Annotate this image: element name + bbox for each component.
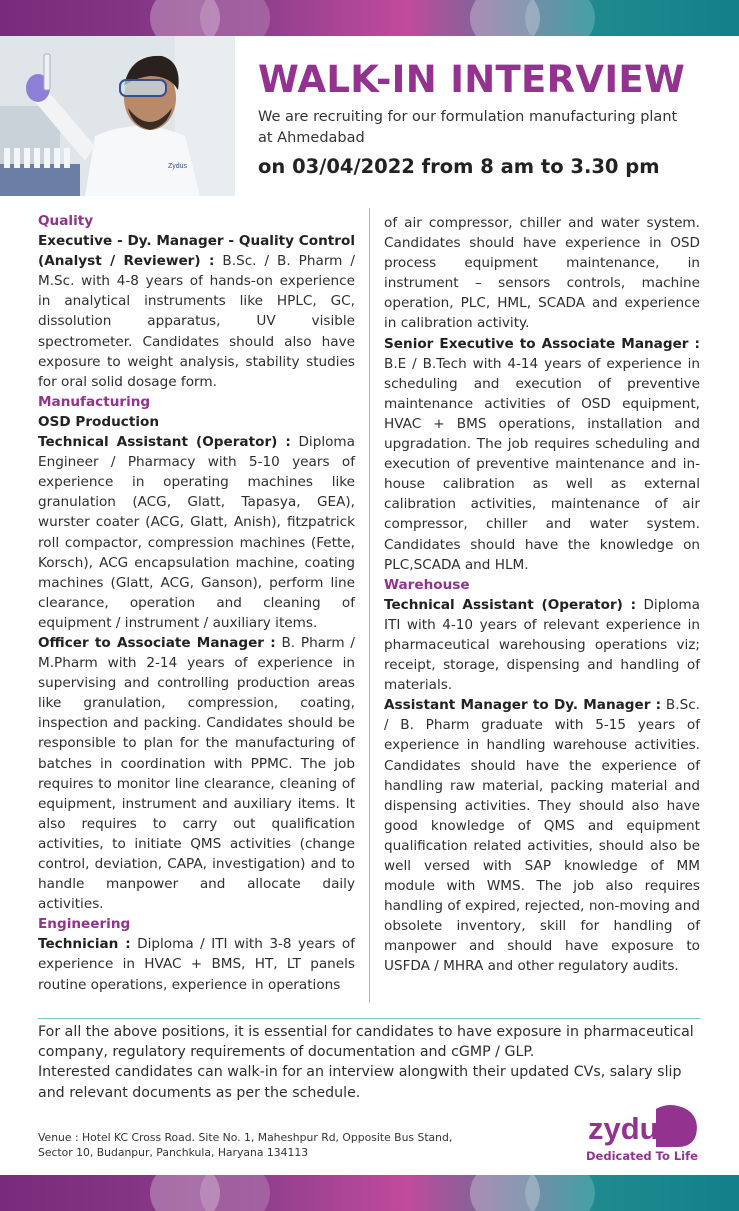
wave-decoration bbox=[200, 1175, 270, 1211]
wave-decoration bbox=[525, 1175, 595, 1211]
job-qc-executive bbox=[38, 231, 355, 392]
logo-wordmark: zydus bbox=[588, 1111, 676, 1146]
job-role: Senior Executive to Associate Manager : bbox=[384, 335, 700, 352]
svg-text:Zydus: Zydus bbox=[168, 163, 188, 170]
job-technician bbox=[38, 934, 355, 994]
job-role: Technical Assistant (Operator) : bbox=[38, 434, 291, 451]
wave-decoration bbox=[200, 0, 270, 36]
job-description: B.Sc. / B. Pharm / M.Sc. with 4-8 years of hands-on experience in analytical instruments like HPLC, GC, dissolution apparatus, UV visible spectrometer. Candidates should also have exposure to weight analysis, stability studies for oral solid dosage form. bbox=[38, 253, 355, 390]
bottom-decorative-band bbox=[0, 1175, 739, 1211]
section-heading-quality: Quality bbox=[38, 213, 94, 229]
job-description: B.E / B.Tech with 4-14 years of experience in scheduling and execution of preventive maintenance activities of OSD equipment, HVAC + BMS operations, installation and upgradation. The job requires scheduling and execution of preventive maintenance and in-house calibration as well as external calibration activities, maintenance of air compressor, chiller and water system. Candidates should have the knowledge on PLC,SCADA and HLM. bbox=[384, 355, 700, 573]
job-role: Technical Assistant (Operator) : bbox=[384, 596, 637, 613]
job-role: Officer to Associate Manager : bbox=[38, 634, 276, 651]
job-senior-executive bbox=[384, 334, 700, 575]
job-description: Diploma ITI with 4-10 years of relevant experience in pharmaceutical warehousing operations viz; receipt, storage, dispensing and handling of materials. bbox=[384, 596, 700, 694]
job-description: Diploma Engineer / Pharmacy with 5-10 years of experience in operating machines like granulation (ACG, Glatt, Tapasya, GEA), wurster coater (ACG, Glatt, Anish), fitzpatrick roll compactor, compression machines (Fette, Korsch), ACG encapsulation machine, coating machines (Glatt, ACG, Ganson), perform line clearance, operation and cleaning of equipment / instrument / auxiliary items. bbox=[38, 434, 355, 631]
job-technical-assistant bbox=[38, 432, 355, 633]
section-heading-manufacturing: Manufacturing bbox=[38, 393, 151, 410]
job-warehouse-technical-assistant bbox=[384, 595, 700, 695]
job-role: Technician : bbox=[38, 936, 131, 953]
job-technician-continued: of air compressor, chiller and water system. Candidates should have experience in OSD process equipment maintenance, in instrument – sensors controls, machine operation, PLC, HML, SCADA and experience in calibration activity. bbox=[384, 215, 700, 332]
footer-divider bbox=[38, 1018, 700, 1019]
section-heading-warehouse: Warehouse bbox=[384, 576, 470, 593]
interview-date: on 03/04/2022 from 8 am to 3.30 pm bbox=[258, 155, 660, 178]
right-column bbox=[384, 213, 700, 977]
venue-address bbox=[38, 1130, 498, 1160]
footer-notes bbox=[38, 1022, 700, 1103]
page-title: WALK-IN INTERVIEW bbox=[258, 58, 686, 101]
job-description: B.Sc. / B. Pharm graduate with 5-15 years of experience in handling warehouse activities. Candidates should have the experience of handling raw material, packing material and dispensing activities. They should also have good knowledge of QMS and equipment qualification related activities, should also be well versed with SAP knowledge of MM module with WMS. The job also requires handling of expired, rejected, non-moving and obsolete inventory, skill for handling of manpower and should have exposure to USFDA / MHRA and other regulatory audits. bbox=[384, 697, 700, 975]
venue-line: Sector 10, Budanpur, Panchkula, Haryana 134113 bbox=[38, 1146, 309, 1159]
subsection-heading-osd: OSD Production bbox=[38, 413, 160, 430]
logo-tagline: Dedicated To Life bbox=[586, 1149, 698, 1163]
top-decorative-band bbox=[0, 0, 739, 36]
page-subtitle: We are recruiting for our formulation manufacturing plant at Ahmedabad bbox=[258, 109, 678, 146]
job-description: B. Pharm / M.Pharm with 2-14 years of experience in supervising and controlling production areas like granulation, compression, coating, inspection and packing. Candidates should be responsible to plan for the manufacturing of batches in coordination with PPMC. The job requires to monitor line clearance, cleaning of equipment, instrument and auxiliary items. It also requires to carry out qualification activities, to initiate QMS activities (change control, deviation, CAPA, investigation) and to handle manpower and allocate daily activities. bbox=[38, 634, 355, 913]
column-divider bbox=[369, 208, 370, 1003]
job-role: Assistant Manager to Dy. Manager : bbox=[384, 697, 662, 714]
left-column bbox=[38, 211, 355, 995]
scientist-photo bbox=[0, 36, 235, 196]
wave-decoration bbox=[525, 0, 595, 36]
venue-line: Venue : Hotel KC Cross Road. Site No. 1, Maheshpur Rd, Opposite Bus Stand, bbox=[38, 1131, 453, 1144]
job-officer bbox=[38, 633, 355, 914]
section-heading-engineering: Engineering bbox=[38, 916, 131, 933]
scientist-illustration bbox=[0, 36, 235, 196]
footer-note-walkin: Interested candidates can walk-in for an interview alongwith their updated CVs, salary slip and relevant documents as per the schedule. bbox=[38, 1064, 682, 1101]
job-assistant-manager bbox=[384, 695, 700, 976]
job-description: Diploma / ITI with 3-8 years of experience in HVAC + BMS, HT, LT panels routine operations, experience in operations bbox=[38, 936, 355, 993]
job-role: Executive - Dy. Manager - Quality Control (Analyst / Reviewer) : bbox=[38, 233, 355, 270]
footer-note-requirements: For all the above positions, it is essential for candidates to have exposure in pharmaceutical company, regulatory requirements of documentation and cGMP / GLP. bbox=[38, 1024, 694, 1061]
